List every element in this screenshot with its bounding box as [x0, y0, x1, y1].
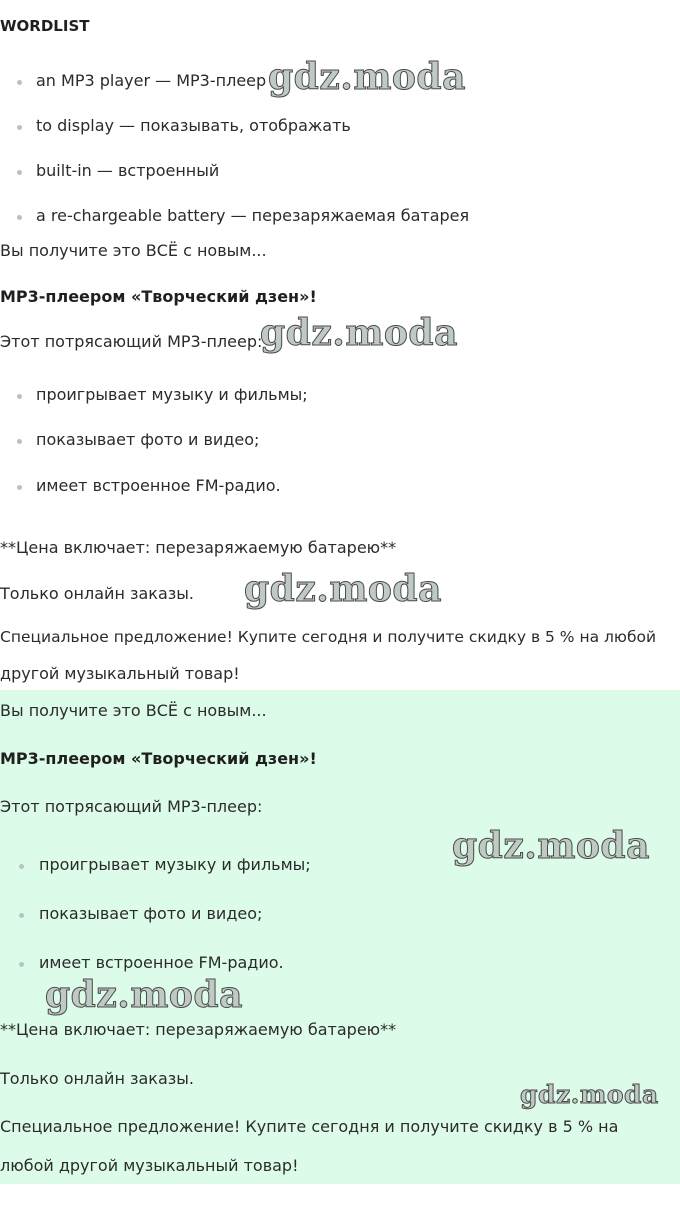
bullet-icon: [17, 485, 22, 490]
bullet-icon: [19, 962, 24, 967]
bullet-icon: [17, 394, 22, 399]
bullet-icon: [17, 80, 22, 85]
intro-text: Вы получите это ВСЁ с новым...: [0, 701, 267, 720]
offer-text: Специальное предложение! Купите сегодня и получите скидку в 5 % на любой: [0, 628, 657, 646]
price-note: **Цена включает: перезаряжаемую батарею**: [0, 1020, 397, 1039]
wordlist-item: an MP3 player — MP3-плеер: [36, 71, 267, 90]
lead-text: Этот потрясающий MP3-плеер:: [0, 332, 263, 351]
feature-item: имеет встроенное FM-радио.: [36, 476, 281, 495]
wordlist-title: WORDLIST: [0, 17, 90, 35]
watermark: gdz.moda: [268, 56, 466, 98]
offer-text: другой музыкальный товар!: [0, 664, 240, 683]
feature-item: показывает фото и видео;: [36, 430, 260, 449]
bullet-icon: [17, 215, 22, 220]
watermark: gdz.moda: [452, 825, 650, 867]
wordlist-item: to display — показывать, отображать: [36, 116, 351, 135]
watermark: gdz.moda: [520, 1080, 659, 1109]
watermark: gdz.moda: [244, 568, 442, 610]
bullet-icon: [17, 125, 22, 130]
lead-text: Этот потрясающий MP3-плеер:: [0, 797, 263, 816]
feature-item: проигрывает музыку и фильмы;: [36, 385, 308, 404]
bullet-icon: [17, 170, 22, 175]
intro-text: Вы получите это ВСЁ с новым...: [0, 241, 267, 260]
online-note: Только онлайн заказы.: [0, 584, 194, 603]
offer-text: Специальное предложение! Купите сегодня и получите скидку в 5 % на: [0, 1117, 619, 1136]
feature-item: показывает фото и видео;: [39, 904, 263, 923]
feature-item: имеет встроенное FM-радио.: [39, 953, 284, 972]
wordlist-item: built-in — встроенный: [36, 161, 220, 180]
watermark: gdz.moda: [45, 974, 243, 1016]
product-title: MP3-плеером «Творческий дзен»!: [0, 749, 317, 768]
offer-text: любой другой музыкальный товар!: [0, 1156, 299, 1175]
wordlist-item: a re-chargeable battery — перезаряжаемая батарея: [36, 206, 470, 225]
online-note: Только онлайн заказы.: [0, 1069, 194, 1088]
bullet-icon: [19, 913, 24, 918]
feature-item: проигрывает музыку и фильмы;: [39, 855, 311, 874]
watermark: gdz.moda: [260, 312, 458, 354]
bullet-icon: [17, 439, 22, 444]
price-note: **Цена включает: перезаряжаемую батарею**: [0, 538, 397, 557]
bullet-icon: [19, 864, 24, 869]
product-title: MP3-плеером «Творческий дзен»!: [0, 287, 317, 306]
